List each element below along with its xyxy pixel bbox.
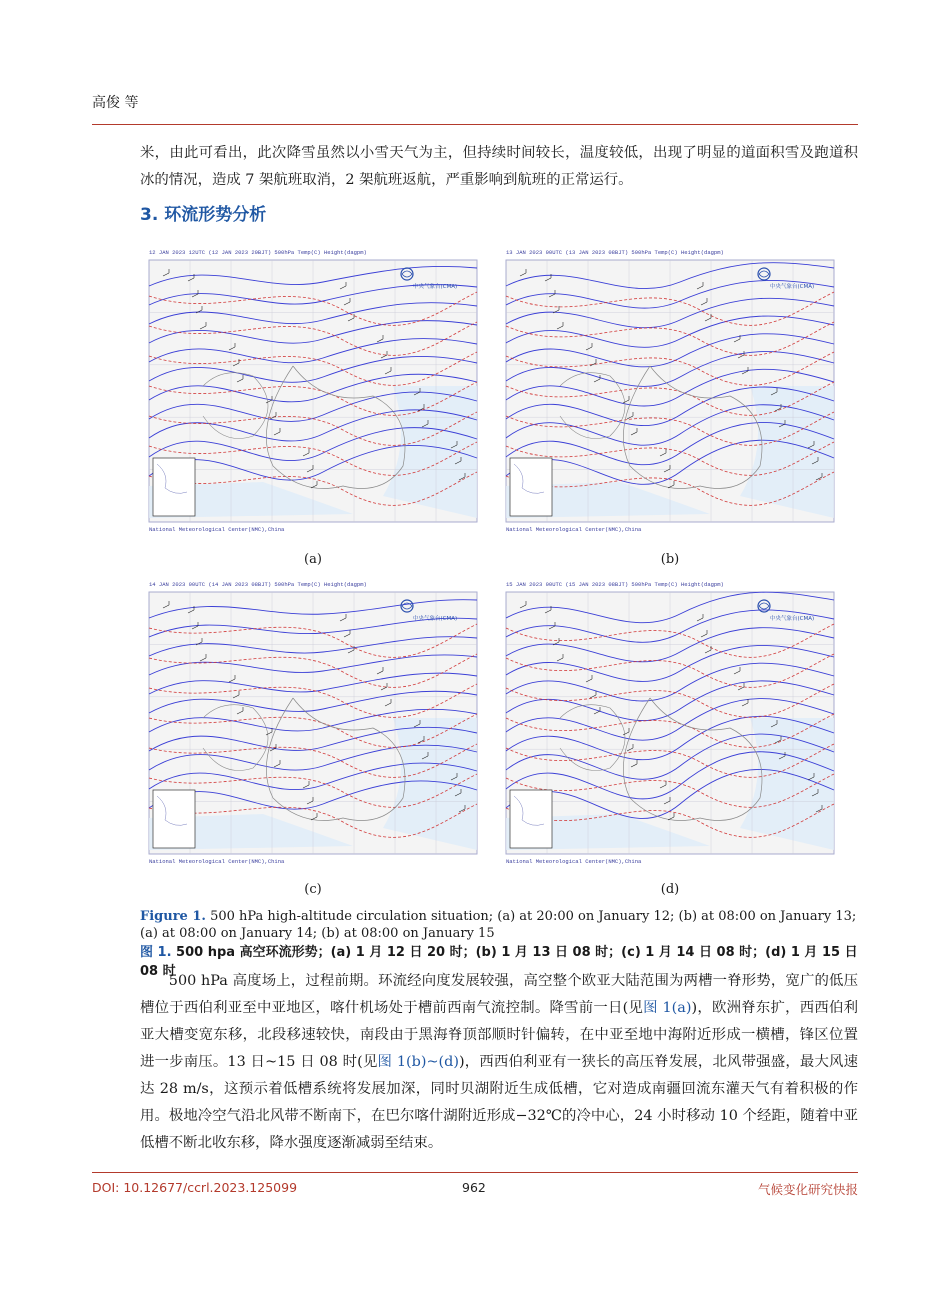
intro-paragraph — [140, 140, 858, 194]
body-text — [140, 968, 858, 1157]
figure-ref-1a[interactable]: 图 1(a) — [643, 1000, 692, 1016]
caption-zh-label: 图 1. — [140, 945, 172, 960]
map-credit: National Meteorological Center(NMC),China — [149, 858, 285, 865]
map-credit: National Meteorological Center(NMC),China — [149, 526, 285, 533]
caption-en-label: Figure 1. — [140, 909, 206, 924]
figure-caption-english — [140, 908, 858, 942]
panel-label-a: (a) — [304, 552, 322, 567]
map-title: 14 JAN 2023 00UTC (14 JAN 2023 08BJT) 500hPa Temp(C) Height(dagpm) — [149, 581, 367, 588]
running-header-author: 高俊 等 — [92, 95, 139, 111]
footer-journal-name: 气候变化研究快报 — [757, 1182, 858, 1197]
map-title: 12 JAN 2023 12UTC (12 JAN 2023 20BJT) 500hPa Temp(C) Height(dagpm) — [149, 249, 367, 256]
figure-panel-c — [143, 578, 483, 870]
footer-doi[interactable]: DOI: 10.12677/ccrl.2023.125099 — [92, 1180, 298, 1195]
panel-label-d: (d) — [660, 882, 680, 897]
figure-panel-b — [500, 246, 840, 538]
map-credit: National Meteorological Center(NMC),China — [506, 526, 642, 533]
map-credit: National Meteorological Center(NMC),China — [506, 858, 642, 865]
cma-logo-text: 中央气象台(CMA) — [770, 616, 815, 622]
intro-text: 米，由此可看出，此次降雪虽然以小雪天气为主，但持续时间较长，温度较低，出现了明显的道面积雪及跑道积冰的情况，造成 7 架航班取消，2 架航班返航，严重影响到航班的正常运行。 — [140, 145, 858, 188]
cma-logo-text: 中央气象台(CMA) — [413, 616, 458, 622]
figure-ref-1b-d[interactable]: 图 1(b)~(d) — [377, 1054, 459, 1070]
caption-zh-text: 500 hpa 高空环流形势；(a) 1 月 12 日 20 时；(b) 1 月 13 日 08 时；(c) 1 月 14 日 08 时；(d) 1 月 15 日 08 时 — [140, 945, 858, 979]
body-text-part-2: )，欧洲脊东扩，西西伯利亚大槽变宽东移，北段移速较快，南段由于黑海脊顶部顺时针偏转，在中亚至地中海附近形成一横槽，锋区位置进一步南压。13 日~15 日 08 时(见 — [140, 1000, 858, 1070]
panel-label-b: (b) — [660, 552, 680, 567]
figure-panel-a — [143, 246, 483, 538]
body-text-part-1: 500 hPa 高度场上，过程前期。环流经向度发展较强，高空整个欧亚大陆范围为两槽一脊形势，宽广的低压槽位于西伯利亚至中亚地区，喀什机场处于槽前西南气流控制。降雪前一日(见 — [140, 973, 858, 1016]
footer-page-number: 962 — [462, 1180, 486, 1195]
map-title: 13 JAN 2023 00UTC (13 JAN 2023 08BJT) 500hPa Temp(C) Height(dagpm) — [506, 249, 724, 256]
panel-label-c: (c) — [304, 882, 322, 897]
body-text-part-3: )，西西伯利亚有一狭长的高压脊发展，北风带强盛，最大风速达 28 m/s，这预示着低槽系统将发展加深，同时贝湖附近生成低槽，它对造成南疆回流东灌天气有着积极的作用。极地冷空气沿北风带不断南下，在巴尔喀什湖附近形成−32℃的冷中心，24 小时移动 10 个经距，随着中亚低槽不断北收东移，降水强度逐渐减弱至结束。 — [140, 1054, 858, 1151]
body-paragraph — [140, 968, 858, 1157]
footer-divider — [92, 1172, 858, 1173]
header-divider — [92, 124, 858, 125]
caption-en-text: 500 hPa high-altitude circulation situation; (a) at 20:00 on January 12; (b) at 08:00 on January 13; (a) at 08:00 on January 14; (b) at 08:00 on January 15 — [140, 909, 857, 941]
figure-panel-d — [500, 578, 840, 870]
cma-logo-text: 中央气象台(CMA) — [413, 284, 458, 290]
map-title: 15 JAN 2023 00UTC (15 JAN 2023 08BJT) 500hPa Temp(C) Height(dagpm) — [506, 581, 724, 588]
cma-logo-text: 中央气象台(CMA) — [770, 284, 815, 290]
section-heading: 3. 环流形势分析 — [140, 205, 267, 225]
